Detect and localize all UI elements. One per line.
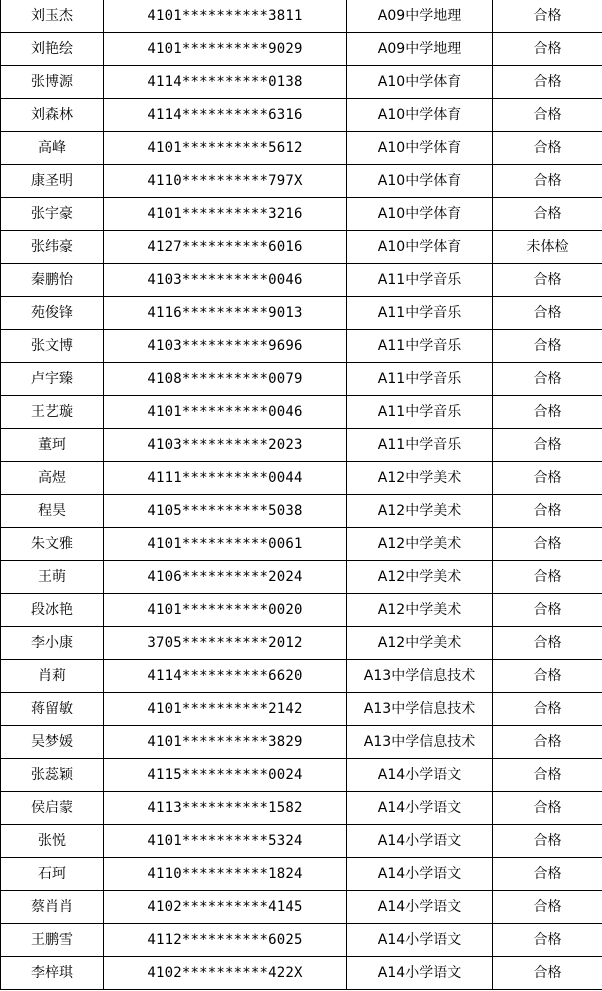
- cell-name: 石珂: [1, 858, 104, 891]
- table-row: [1, 330, 602, 363]
- cell-result: 合格: [493, 594, 602, 627]
- cell-id-number: 4108**********0079: [104, 363, 347, 396]
- cell-result: 合格: [493, 957, 602, 990]
- cell-result: 合格: [493, 165, 602, 198]
- cell-id-number: 4101**********0061: [104, 528, 347, 561]
- cell-result: 合格: [493, 792, 602, 825]
- cell-subject: A12中学美术: [347, 528, 493, 561]
- cell-id-number: 4106**********2024: [104, 561, 347, 594]
- cell-name: 张宇豪: [1, 198, 104, 231]
- table-row: [1, 495, 602, 528]
- cell-subject: A10中学体育: [347, 198, 493, 231]
- cell-id-number: 4103**********0046: [104, 264, 347, 297]
- cell-id-number: 4101**********5612: [104, 132, 347, 165]
- cell-subject: A10中学体育: [347, 66, 493, 99]
- table-row: [1, 660, 602, 693]
- cell-result: 合格: [493, 0, 602, 33]
- cell-name: 张博源: [1, 66, 104, 99]
- cell-id-number: 4114**********6620: [104, 660, 347, 693]
- table-row: [1, 594, 602, 627]
- cell-result: 未体检: [493, 231, 602, 264]
- cell-subject: A13中学信息技术: [347, 693, 493, 726]
- cell-result: 合格: [493, 924, 602, 957]
- cell-name: 张纬豪: [1, 231, 104, 264]
- cell-subject: A10中学体育: [347, 165, 493, 198]
- cell-subject: A10中学体育: [347, 132, 493, 165]
- cell-result: 合格: [493, 627, 602, 660]
- cell-result: 合格: [493, 726, 602, 759]
- table-row: [1, 33, 602, 66]
- cell-subject: A14小学语文: [347, 759, 493, 792]
- cell-id-number: 4101**********0046: [104, 396, 347, 429]
- cell-id-number: 4115**********0024: [104, 759, 347, 792]
- cell-name: 张蕊颖: [1, 759, 104, 792]
- cell-name: 吴梦媛: [1, 726, 104, 759]
- cell-subject: A14小学语文: [347, 957, 493, 990]
- cell-result: 合格: [493, 858, 602, 891]
- cell-subject: A10中学体育: [347, 99, 493, 132]
- cell-result: 合格: [493, 693, 602, 726]
- cell-subject: A14小学语文: [347, 792, 493, 825]
- cell-result: 合格: [493, 330, 602, 363]
- cell-name: 段冰艳: [1, 594, 104, 627]
- table-row: [1, 363, 602, 396]
- cell-name: 程昊: [1, 495, 104, 528]
- table-row: [1, 726, 602, 759]
- cell-result: 合格: [493, 462, 602, 495]
- table-row: [1, 528, 602, 561]
- cell-id-number: 4112**********6025: [104, 924, 347, 957]
- cell-subject: A09中学地理: [347, 0, 493, 33]
- table-row: [1, 429, 602, 462]
- cell-id-number: 4114**********6316: [104, 99, 347, 132]
- cell-id-number: 4127**********6016: [104, 231, 347, 264]
- cell-subject: A12中学美术: [347, 495, 493, 528]
- cell-result: 合格: [493, 561, 602, 594]
- table-row: [1, 858, 602, 891]
- cell-subject: A11中学音乐: [347, 297, 493, 330]
- cell-result: 合格: [493, 363, 602, 396]
- cell-name: 张悦: [1, 825, 104, 858]
- cell-name: 卢宇臻: [1, 363, 104, 396]
- table-row: [1, 891, 602, 924]
- cell-subject: A14小学语文: [347, 858, 493, 891]
- cell-subject: A12中学美术: [347, 462, 493, 495]
- cell-subject: A11中学音乐: [347, 330, 493, 363]
- table-row: [1, 99, 602, 132]
- cell-id-number: 4101**********2142: [104, 693, 347, 726]
- cell-name: 刘玉杰: [1, 0, 104, 33]
- table-row: [1, 66, 602, 99]
- cell-id-number: 4105**********5038: [104, 495, 347, 528]
- cell-result: 合格: [493, 297, 602, 330]
- cell-name: 蔡肖肖: [1, 891, 104, 924]
- cell-name: 王萌: [1, 561, 104, 594]
- cell-result: 合格: [493, 132, 602, 165]
- cell-subject: A14小学语文: [347, 891, 493, 924]
- table-row: [1, 297, 602, 330]
- cell-result: 合格: [493, 891, 602, 924]
- cell-subject: A11中学音乐: [347, 363, 493, 396]
- table-row: [1, 0, 602, 33]
- cell-subject: A11中学音乐: [347, 264, 493, 297]
- cell-result: 合格: [493, 99, 602, 132]
- cell-name: 苑俊锋: [1, 297, 104, 330]
- cell-id-number: 4103**********2023: [104, 429, 347, 462]
- cell-id-number: 3705**********2012: [104, 627, 347, 660]
- table-row: [1, 462, 602, 495]
- cell-result: 合格: [493, 528, 602, 561]
- cell-id-number: 4101**********3216: [104, 198, 347, 231]
- cell-name: 朱文雅: [1, 528, 104, 561]
- cell-subject: A12中学美术: [347, 561, 493, 594]
- cell-name: 刘森林: [1, 99, 104, 132]
- table-row: [1, 924, 602, 957]
- cell-subject: A14小学语文: [347, 924, 493, 957]
- table-row: [1, 693, 602, 726]
- table-row: [1, 264, 602, 297]
- table-row: [1, 198, 602, 231]
- table-row: [1, 561, 602, 594]
- cell-id-number: 4116**********9013: [104, 297, 347, 330]
- cell-name: 蒋留敏: [1, 693, 104, 726]
- cell-name: 张文博: [1, 330, 104, 363]
- cell-name: 李梓琪: [1, 957, 104, 990]
- cell-subject: A11中学音乐: [347, 396, 493, 429]
- cell-result: 合格: [493, 198, 602, 231]
- table-row: [1, 825, 602, 858]
- cell-result: 合格: [493, 33, 602, 66]
- cell-subject: A14小学语文: [347, 825, 493, 858]
- cell-name: 王鹏雪: [1, 924, 104, 957]
- results-table-body: [1, 0, 602, 990]
- table-row: [1, 627, 602, 660]
- cell-id-number: 4102**********422X: [104, 957, 347, 990]
- cell-id-number: 4110**********797X: [104, 165, 347, 198]
- cell-id-number: 4113**********1582: [104, 792, 347, 825]
- cell-subject: A10中学体育: [347, 231, 493, 264]
- cell-result: 合格: [493, 495, 602, 528]
- cell-result: 合格: [493, 660, 602, 693]
- cell-name: 康圣明: [1, 165, 104, 198]
- cell-id-number: 4101**********5324: [104, 825, 347, 858]
- cell-name: 刘艳绘: [1, 33, 104, 66]
- cell-subject: A12中学美术: [347, 627, 493, 660]
- cell-name: 秦鹏怡: [1, 264, 104, 297]
- table-row: [1, 792, 602, 825]
- cell-subject: A13中学信息技术: [347, 726, 493, 759]
- cell-result: 合格: [493, 825, 602, 858]
- cell-result: 合格: [493, 264, 602, 297]
- cell-subject: A11中学音乐: [347, 429, 493, 462]
- cell-name: 王艺璇: [1, 396, 104, 429]
- cell-name: 李小康: [1, 627, 104, 660]
- cell-subject: A13中学信息技术: [347, 660, 493, 693]
- table-row: [1, 165, 602, 198]
- cell-id-number: 4101**********3811: [104, 0, 347, 33]
- cell-result: 合格: [493, 396, 602, 429]
- cell-id-number: 4102**********4145: [104, 891, 347, 924]
- cell-name: 高煜: [1, 462, 104, 495]
- table-row: [1, 231, 602, 264]
- cell-result: 合格: [493, 429, 602, 462]
- table-row: [1, 396, 602, 429]
- cell-id-number: 4110**********1824: [104, 858, 347, 891]
- cell-subject: A12中学美术: [347, 594, 493, 627]
- cell-id-number: 4101**********9029: [104, 33, 347, 66]
- table-row: [1, 132, 602, 165]
- cell-name: 侯启蒙: [1, 792, 104, 825]
- cell-name: 高峰: [1, 132, 104, 165]
- cell-name: 董珂: [1, 429, 104, 462]
- cell-result: 合格: [493, 759, 602, 792]
- cell-id-number: 4114**********0138: [104, 66, 347, 99]
- cell-id-number: 4101**********0020: [104, 594, 347, 627]
- table-row: [1, 957, 602, 990]
- cell-id-number: 4101**********3829: [104, 726, 347, 759]
- table-row: [1, 759, 602, 792]
- cell-id-number: 4111**********0044: [104, 462, 347, 495]
- cell-subject: A09中学地理: [347, 33, 493, 66]
- cell-id-number: 4103**********9696: [104, 330, 347, 363]
- cell-name: 肖莉: [1, 660, 104, 693]
- cell-result: 合格: [493, 66, 602, 99]
